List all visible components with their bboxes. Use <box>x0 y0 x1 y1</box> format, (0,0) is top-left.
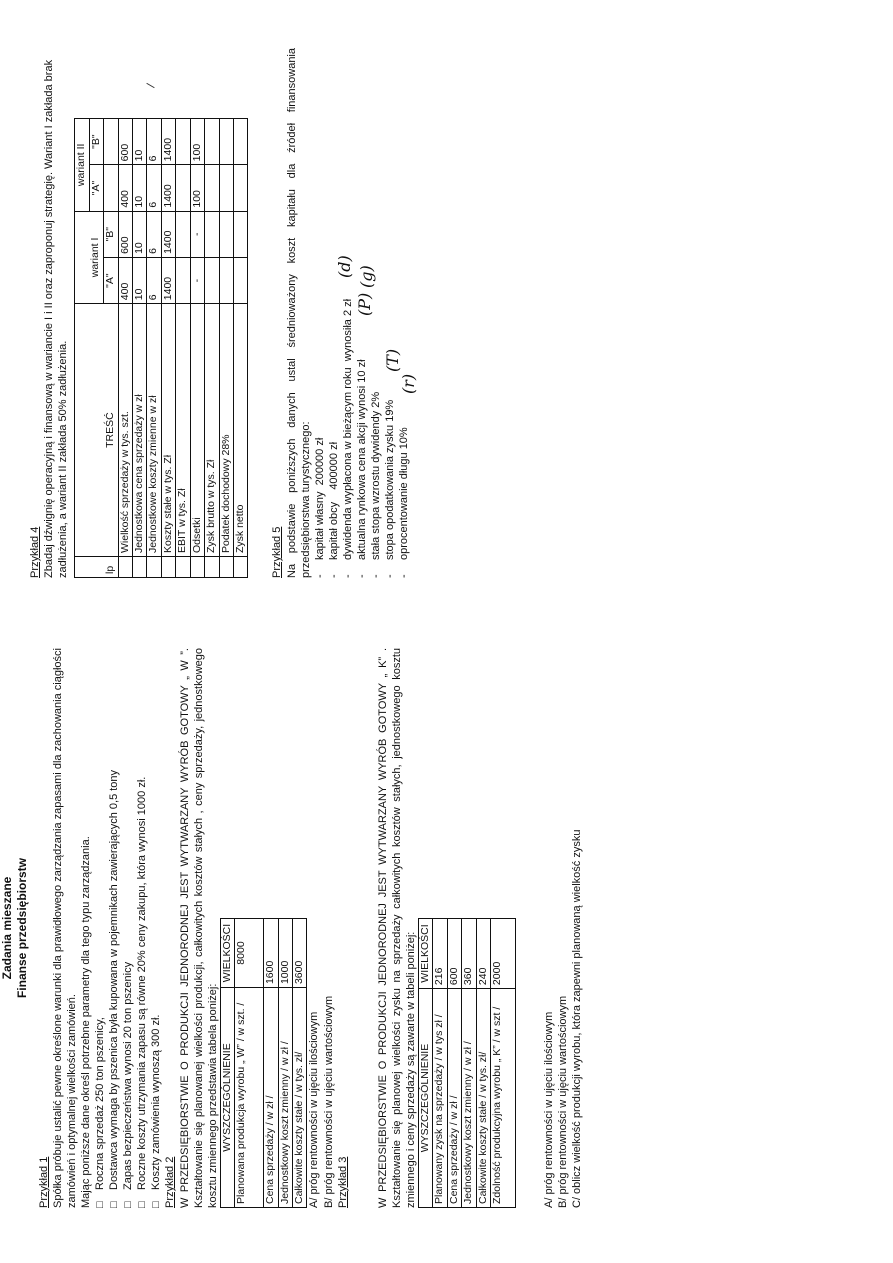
list-item: □ Roczne koszty utrzymania zapasu są równe 20% ceny zakupu, która wynosi 1000 zł. <box>136 776 149 1208</box>
right-column <box>28 48 418 578</box>
example-4-table <box>74 118 248 578</box>
table-row: Jednostkowy koszt zmienny / w zł / 1000 <box>278 919 292 1208</box>
example-2-label: Przykład 2 <box>164 1156 177 1208</box>
handwritten-note: (r) <box>398 373 418 394</box>
checkbox-square-icon: □ <box>122 1201 135 1208</box>
table-header-row <box>220 919 234 1208</box>
example-3-question-a: A/ próg rentowności w ujęciu ilościowym <box>543 1011 556 1208</box>
table-row: Odsetki - - 100 100 <box>190 119 204 578</box>
example-3-table <box>418 918 516 1208</box>
table-header-lp: lp <box>75 557 118 578</box>
checkbox-square-icon: □ <box>150 1201 163 1208</box>
table-row: Jednostkowe koszty zmienne w zł 6 6 6 6 <box>147 119 161 578</box>
table-row: Planowana produkcja wyrobu „ W” / w szt. / 8000 <box>235 919 264 1208</box>
table-header-wariant-1: wariant I <box>89 211 103 304</box>
table-row: Całkowite koszty stałe / w tys. zł/ 240 <box>476 919 490 1208</box>
list-item: - oprocentowanie długu 10% <box>398 427 411 578</box>
table-header: WYSZCZEGÓLNIENIE <box>220 988 234 1208</box>
table-row: Zysk brutto w tys. Zł <box>205 119 219 578</box>
list-item: - dywidenda wypłacona w bieżącym roku wynosiła 2 zł <box>341 298 354 578</box>
table-row: Planowany zysk na sprzedaży / w tys zł / 216 <box>433 919 447 1208</box>
handwritten-note: (P) <box>354 292 374 316</box>
example-5-text: Na podstawie poniższych danych ustal średnioważony koszt kapitału dla źródeł finansowania przedsiębiorstwa turystycznego: <box>285 48 312 578</box>
table-header: WIELKOŚCI <box>418 919 432 989</box>
table-row: Podatek dochodowy 28% <box>219 119 233 578</box>
table-header-row <box>75 119 89 578</box>
table-header-row <box>418 919 432 1208</box>
example-3-question-b: B/ próg rentowności w ujęciu wartościowym <box>557 995 570 1208</box>
list-item: □ Koszty zamówienia wynoszą 300 zł. <box>150 1014 163 1208</box>
example-1-label: Przykład 1 <box>37 1156 50 1208</box>
example-3-text: W PRZEDSIĘBIORSTWIE O PRODUKCJI JEDNORODNEJ JEST WYTWARZANY WYRÓB GOTOWY „ K” . Kształtowanie się planowej wielkości zysku na sprzedaży całkowitych kosztów stałych, jednostkowego kosztu zmiennego i ceny sprzedaży są zawarte w tabeli poniżej: <box>376 648 417 1208</box>
table-row: Zysk netto <box>234 119 248 578</box>
table-row: Wielkość sprzedaży w tys. szt. 400 600 400 600 <box>118 119 132 578</box>
list-item: □ Dostawca wymaga by pszenica była kupowana w pojemnikach zawierających 0,5 tony <box>108 769 121 1208</box>
example-2-question-b: B/ próg rentowności w ujęciu wartościowym <box>322 995 335 1208</box>
example-2-table <box>220 918 308 1208</box>
example-4-text: Zbadaj dźwignię operacyjną i finansową w wariancie I i II oraz zaproponuj strategię. Wariant I zakłada brak zadłużenia, a wariant II zakłada 50% zadłużenia. <box>43 59 70 578</box>
table-header-a: "A" <box>89 165 103 211</box>
example-4-label: Przykład 4 <box>29 526 41 578</box>
list-item: - aktualna rynkowa cena akcji wynosi 10 zł <box>355 359 368 578</box>
table-row: Jednostkowy koszt zmienny / w zł / 360 <box>462 919 476 1208</box>
list-item: - stopa opodatkowania zysku 19% <box>384 399 397 578</box>
example-5-list <box>313 48 418 578</box>
handwritten-note: (g) <box>356 265 376 288</box>
handwritten-note: (T) <box>382 348 402 372</box>
table-row: Zdolność produkcyjna wyrobu „ K” / w szt / 2000 <box>491 919 516 1208</box>
document-subtitle: Finanse przedsiębiorstw <box>15 857 30 999</box>
table-row: Cena sprzedaży / w zł / 1600 <box>264 919 278 1208</box>
checkbox-square-icon: □ <box>136 1201 149 1208</box>
table-header-b: "B" <box>104 211 118 257</box>
table-row: Koszty stałe w tys. Zł 1400 1400 1400 1400 <box>161 119 175 578</box>
example-3-question-c: C/ oblicz wielkość produkcji wyrobu, która zapewni planowaną wielkość zysku <box>571 829 584 1208</box>
document-title: Zadania mieszane <box>0 876 14 980</box>
table-row: Cena sprzedaży / w zł / 600 <box>447 919 461 1208</box>
table-header-tresc: TREŚĆ <box>75 304 118 557</box>
table-row: Całkowite koszty stałe / w tys. zł/ 3600 <box>293 919 307 1208</box>
table-row: EBIT w tys. Zł <box>176 119 190 578</box>
example-3-label: Przykład 3 <box>336 1156 349 1208</box>
handwritten-note: (d) <box>334 255 354 278</box>
list-item: □ Zapas bezpieczeństwa wynosi 20 ton pszenicy <box>122 961 135 1208</box>
left-column <box>0 648 584 1208</box>
example-5-label: Przykład 5 <box>271 526 284 578</box>
table-header: WYSZCZEGÓLNIENIE <box>418 989 432 1208</box>
list-item: □ Roczna sprzedaż 250 ton pszenicy, <box>94 1017 107 1208</box>
table-header-a: "A" <box>104 257 118 303</box>
example-2-text: W PRZEDSIĘBIORSTWIE O PRODUKCJI JEDNORODNEJ JEST WYTWARZANY WYRÓB GOTOWY „ W ”. Kształtowanie się planowanej wielkości produkcji, całkowitych kosztów stałych , ceny sprzedaży, jednostkowego kosztu zmiennego przedstawia tabela poniżej: <box>178 648 219 1208</box>
example-2-question-a: A/ próg rentowności w ujęciu ilościowym <box>308 1011 321 1208</box>
table-row: Jednostkowa cena sprzedaży w zł 10 10 10 10 <box>132 119 146 578</box>
checkbox-square-icon: □ <box>94 1201 107 1208</box>
table-header-wariant-2: wariant II <box>75 119 89 212</box>
table-header-b: "B" <box>89 119 103 165</box>
checkbox-square-icon: □ <box>108 1201 121 1208</box>
table-header: WIELKOŚCI <box>220 919 234 988</box>
example-1-intro: Mając poniższe dane określ potrzebne parametry dla tego typu zarządzania. <box>79 836 92 1208</box>
example-1-text: Spółka próbuje ustalić pewne określone warunki dla prawidłowego zarządzania zapasami dla zachowania ciągłości zamówień i optymalnej wielkości zamówień. <box>51 648 78 1208</box>
list-item: - kapitał obcy 400000 zł <box>327 441 340 578</box>
list-item: - kapitał własny 200000 zł <box>313 437 326 578</box>
list-item: - stała stopa wzrostu dywidendy 2% <box>370 391 383 578</box>
